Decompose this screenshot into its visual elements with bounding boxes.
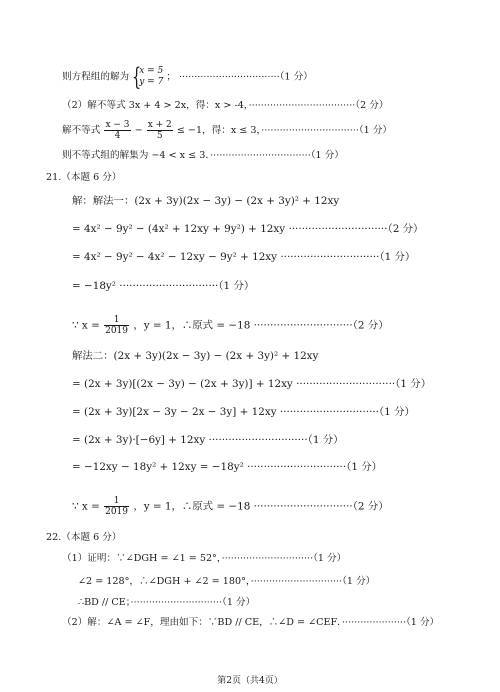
minus-sign: − bbox=[134, 125, 143, 136]
line-substitute-2 bbox=[72, 496, 389, 517]
numerator: 1 bbox=[104, 496, 129, 507]
line-step: = −18y² ······························（1 分） bbox=[72, 280, 255, 292]
equation-row: x = 5 bbox=[139, 66, 164, 76]
line-system-solution bbox=[62, 63, 313, 91]
line-method-2: 解法二：(2x + 3y)(2x − 3y) − (2x + 3y)² + 12xy bbox=[72, 350, 319, 362]
numerator: x − 3 bbox=[105, 120, 130, 130]
fraction bbox=[147, 120, 173, 141]
line-step: = (2x + 3y)·[−6y] + 12xy ······························（1 分） bbox=[72, 434, 344, 446]
line-proof-1: （1）证明：∵∠DGH = ∠1 = 52°，······························（1 分） bbox=[62, 553, 347, 564]
fraction bbox=[104, 496, 129, 517]
text: ，y = 1，∴原式 = −18 ······························（2 分） bbox=[133, 319, 389, 332]
question-22-heading: 22.（本题 6 分） bbox=[46, 532, 122, 543]
denominator: 2019 bbox=[105, 326, 129, 336]
line-step: = (2x + 3y)[(2x − 3y) − (2x + 3y)] + 12xy ······························（1 分） bbox=[72, 378, 432, 390]
page-footer: 第2页（共4页） bbox=[217, 676, 283, 686]
line-step: = 4x² − 9y² − (4x² + 12xy + 9y²) + 12xy ······························（2 分） bbox=[72, 223, 424, 235]
text: ，y = 1，∴原式 = −18 ······························（2 分） bbox=[133, 500, 389, 513]
text: 则方程组的解为 bbox=[62, 71, 130, 83]
brace-icon: { bbox=[132, 63, 142, 91]
line-inequality-1: （2）解不等式 3x + 4 > 2x，得：x > -4，···································（2 分） bbox=[62, 100, 389, 111]
line-proof-3: ∴BD // CE；······························（1 分） bbox=[78, 597, 256, 608]
denominator: 5 bbox=[156, 131, 163, 141]
text: ∵ x = bbox=[72, 500, 100, 513]
text: ； ·································（1 分） bbox=[166, 71, 313, 83]
equation-system bbox=[132, 63, 164, 91]
fraction bbox=[104, 315, 129, 336]
equation-row: y = 7 bbox=[139, 77, 164, 87]
denominator: 2019 bbox=[105, 507, 129, 517]
line-substitute-1 bbox=[72, 315, 389, 336]
question-21-heading: 21.（本题 6 分） bbox=[46, 172, 122, 183]
text: ≤ −1，得：x ≤ 3，································（1 分） bbox=[176, 125, 393, 136]
line-step: = (2x + 3y)[2x − 3y − 2x − 3y] + 12xy ······························（1 分） bbox=[72, 406, 415, 418]
line-part-2: （2）解：∠A = ∠F，理由如下：∵BD // CE，∴∠D = ∠CEF．·····················（1 分） bbox=[62, 617, 440, 628]
line-step: = −12xy − 18y² + 12xy = −18y² ······························（1 分） bbox=[72, 461, 383, 473]
line-method-1: 解：解法一：(2x + 3y)(2x − 3y) − (2x + 3y)² + 12xy bbox=[72, 195, 340, 207]
numerator: 1 bbox=[104, 315, 129, 326]
line-inequality-2 bbox=[62, 120, 392, 141]
fraction bbox=[104, 120, 130, 141]
denominator: 4 bbox=[114, 131, 121, 141]
line-proof-2: ∠2 = 128°，∴∠DGH + ∠2 = 180°，······························（1 分） bbox=[78, 576, 376, 587]
text: ∵ x = bbox=[72, 319, 100, 332]
text: 解不等式 bbox=[62, 125, 101, 136]
line-solution-set: 则不等式组的解集为 −4 < x ≤ 3．·································（1 分） bbox=[62, 150, 344, 161]
numerator: x + 2 bbox=[147, 120, 172, 130]
line-step: = 4x² − 9y² − 4x² − 12xy − 9y² + 12xy ······························（1 分） bbox=[72, 251, 416, 263]
